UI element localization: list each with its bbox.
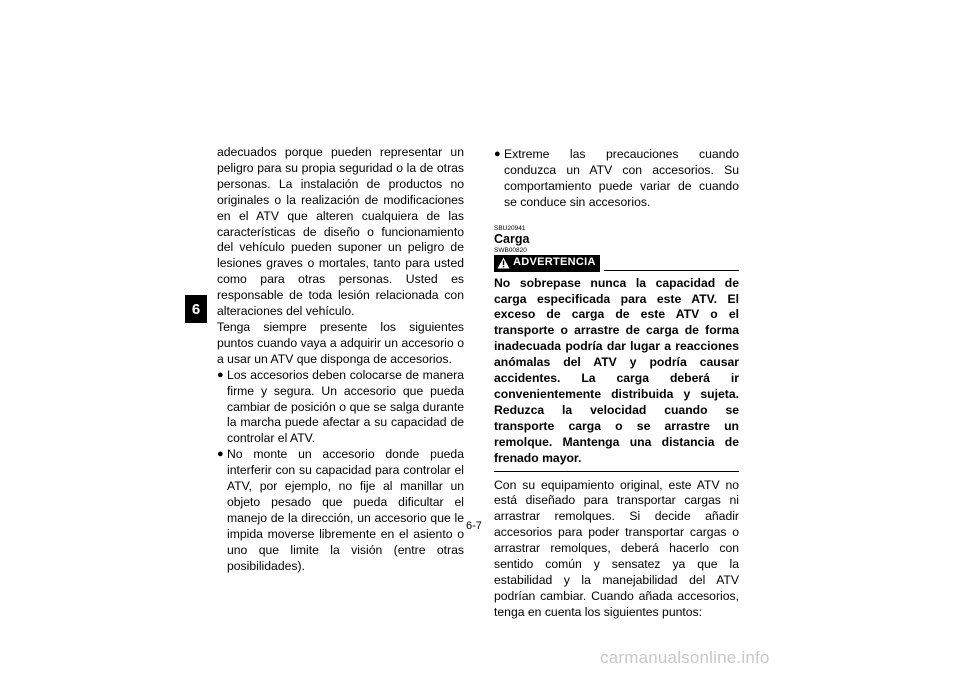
warning-end-divider	[494, 471, 739, 472]
warning-code: SWB00820	[494, 246, 527, 254]
section-tab: 6	[185, 295, 207, 323]
warning-label: ADVERTENCIA	[513, 256, 596, 269]
watermark: carmanualsonline.info	[600, 648, 770, 667]
warning-badge	[494, 255, 600, 272]
list-item	[217, 368, 464, 448]
bullet-icon: ●	[494, 148, 501, 160]
list-item-text: No monte un accesorio donde pueda interferir con su capacidad para controlar el ATV, por ejemplo, no fije al manillar un objeto pesado que pueda dificultar el manejo de la dirección, un accesorio que le impida moverse libremente en el asiento o uno que limite la visión (entre otras posibilidades).	[227, 447, 464, 573]
bullet-icon: ●	[217, 448, 224, 461]
left-paragraph-2: Tenga siempre presente los siguientes puntos cuando vaya a adquirir un accesorio o a usar un ATV que disponga de accesorios.	[217, 319, 464, 366]
warning-header	[494, 255, 739, 272]
bullet-icon: ●	[217, 368, 224, 381]
list-item-text: Extreme las precauciones cuando conduzca un ATV con accesorios. Su comportamiento puede variar de cuando se conduce sin accesorios.	[504, 147, 739, 209]
list-item-text: Los accesorios deben colocarse de manera firme y segura. Un accesorio que pueda cambiar de posición o que se salga durante la marcha puede afectar a su capacidad de controlar el ATV.	[227, 367, 464, 446]
section-heading: Carga	[494, 231, 530, 246]
left-column	[217, 145, 464, 574]
left-paragraph-1: adecuados porque pueden representar un peligro para su propia seguridad o la de otras personas. La instalación de productos no originales o la realización de modificaciones en el ATV que alteren cualquiera de las características de diseño o funcionamiento del vehículo pueden suponer un peligro de lesiones graves o mortales, tanto para usted como para otras personas. Usted es responsable de toda lesión relacionada con alteraciones del vehículo.	[217, 145, 464, 319]
section-code: SBU20941	[494, 224, 526, 232]
warning-text: No sobrepase nunca la capacidad de carga especificada para este ATV. El exceso de carga de este ATV o el transporte o arrastre de carga de forma inadecuada podría dar lugar a reacciones anómalas del ATV y podría causar accidentes. La carga deberá ir convenientemente distribuida y sujeta. Reduzca la velocidad cuando se transporte carga o se arrastre un remolque. Mantenga una distancia de frenado mayor.	[494, 275, 739, 465]
right-column	[494, 147, 739, 621]
list-item	[494, 147, 739, 211]
right-body-paragraph: Con su equipamiento original, este ATV no está diseñado para transportar cargas ni arrastrar remolques. Si decide añadir accesorios para poder transportar cargas o arrastrar remolques, deberá hacerlo con sentido común y sensatez ya que la estabilidad y la manejabilidad del ATV podrían cambiar. Cuando añada accesorios, tenga en cuenta los siguientes puntos:	[494, 477, 739, 619]
warning-divider	[604, 256, 739, 271]
page-number: 6-7	[466, 520, 482, 532]
warning-triangle-icon	[497, 257, 510, 269]
list-item	[217, 447, 464, 574]
